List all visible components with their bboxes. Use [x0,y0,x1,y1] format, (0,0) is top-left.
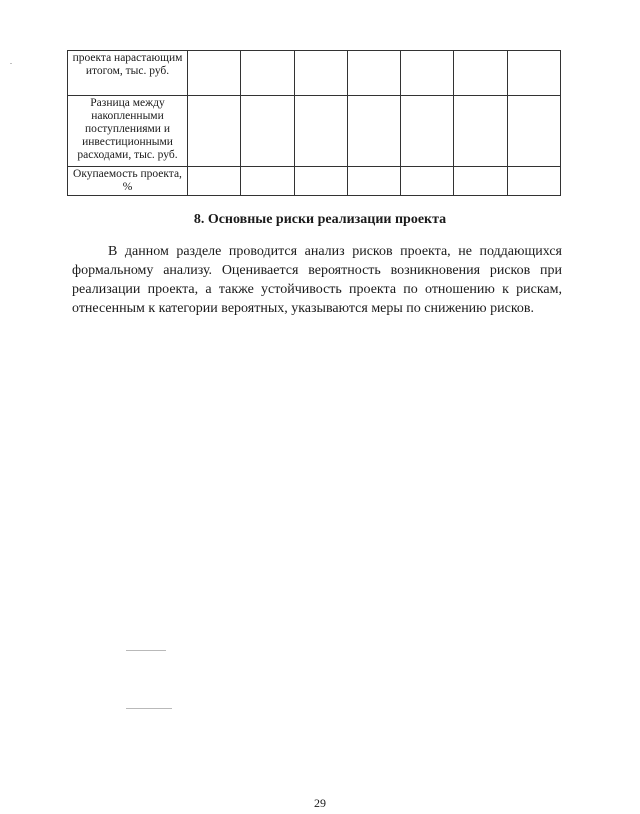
table-cell [294,167,347,196]
table-row [68,51,561,96]
table-cell [454,96,507,167]
table-cell [188,167,241,196]
table-cell [241,51,294,96]
table-cell [347,51,400,96]
table-cell [294,96,347,167]
faint-scan-mark [126,708,172,709]
table-cell [454,51,507,96]
table-cell [507,96,560,167]
row-label: Разница между накопленными поступлениями и инвестиционными расходами, тыс. руб. [68,96,188,167]
section-paragraph: В данном разделе проводится анализ рисков проекта, не поддающихся формальному анализу. Оценивается вероятность возникновения рисков при реализации проекта, а также устойчивость проекта по отношению к рискам, отнесенным к категории вероятных, указываются меры по снижению рисков. [72,244,562,316]
scan-speck [10,63,12,64]
table-cell [401,96,454,167]
table-cell [401,167,454,196]
table-cell [454,167,507,196]
table-cell [347,167,400,196]
financial-indicators-table [67,50,561,196]
table-cell [347,96,400,167]
table-cell [241,96,294,167]
row-label: Окупаемость проекта, % [68,167,188,196]
table-cell [241,167,294,196]
table-cell [507,51,560,96]
row-label: проекта нарастающим итогом, тыс. руб. [68,51,188,96]
table-row [68,96,561,167]
table-row [68,167,561,196]
table-cell [401,51,454,96]
table-cell [188,96,241,167]
table-cell [188,51,241,96]
faint-scan-mark [126,650,166,651]
page-number: 29 [314,796,326,810]
table-cell [294,51,347,96]
table-cell [507,167,560,196]
section-heading: 8. Основные риски реализации проекта [193,212,447,227]
